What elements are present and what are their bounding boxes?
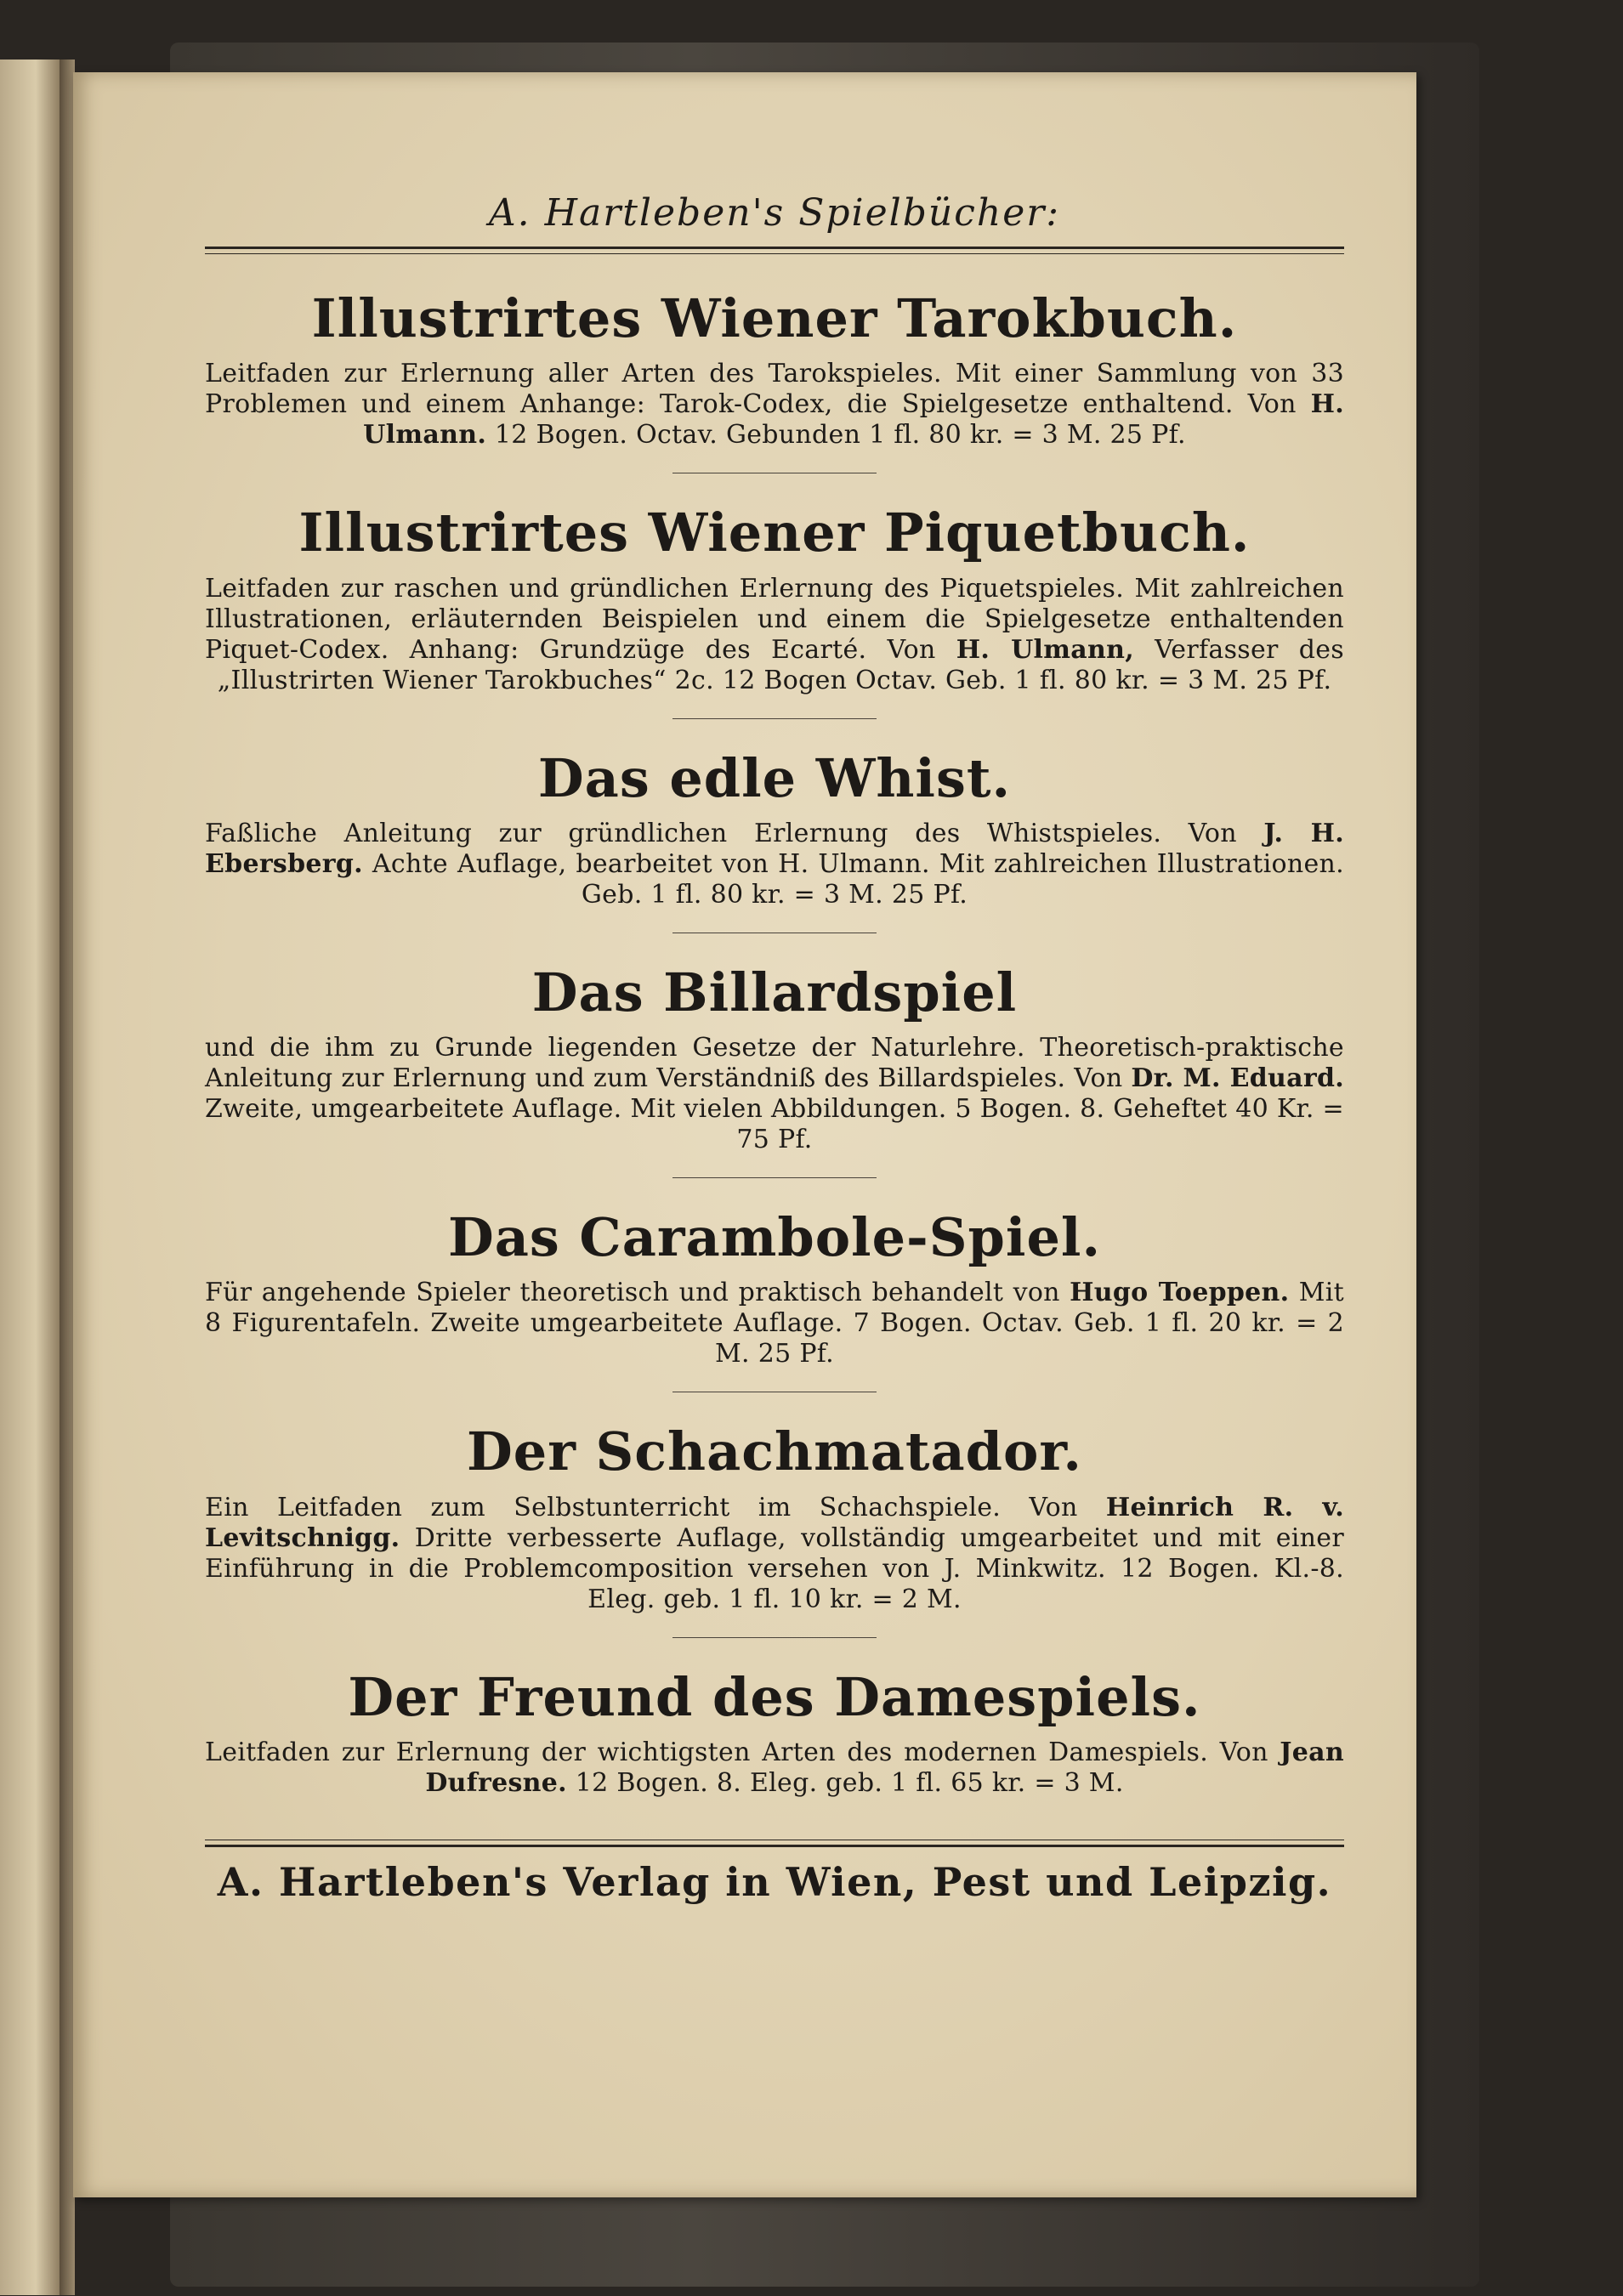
book-title: Das Carambole-Spiel.: [447, 1206, 1102, 1269]
book-author: Heinrich R. v. Levitschnigg.: [205, 1492, 1344, 1553]
header-rule: [205, 247, 1344, 254]
entry-separator: [672, 1177, 877, 1178]
book-entry-schach: [205, 1421, 1344, 1614]
book-entry-tarok: [205, 288, 1344, 451]
description-details: Achte Auflage, bearbeitet von H. Ulmann. Mit zahlreichen Illustrationen. Geb. 1 fl. 80 kr. = 3 M. 25 Pf.: [362, 848, 1344, 910]
book-title: Das Billardspiel: [531, 961, 1018, 1023]
book-entry-whist: [205, 748, 1344, 910]
book-description: [205, 1738, 1344, 1799]
description-details: Verfasser des „Illustrirten Wiener Tarokbuches“ 2c. 12 Bogen Octav. Geb. 1 fl. 80 kr. = 3 M. 25 Pf.: [217, 634, 1344, 695]
book-title: Das edle Whist.: [537, 746, 1012, 809]
book-description: [205, 574, 1344, 696]
description-details: 12 Bogen. Octav. Gebunden 1 fl. 80 kr. = 3 M. 25 Pf.: [486, 420, 1186, 451]
book-title: Der Freund des Damespiels.: [348, 1665, 1201, 1728]
description-details: Dritte verbesserte Auflage, vollständig umgearbeitet und mit einer Einführung in die Problemcomposition versehen von J. Minkwitz. 12 Bogen. Kl.-8. Eleg. geb. 1 fl. 10 kr. = 2 M.: [205, 1522, 1344, 1614]
book-entry-dame: [205, 1667, 1344, 1799]
book-description: [205, 359, 1344, 451]
description-text: Leitfaden zur raschen und gründlichen Erlernung des Piquetspieles. Mit zahlreichen Illustrationen, erläuternden Beispielen und einem die Spielgesetze enthaltenden Piquet-Codex. Anhang: Grundzüge des Ecarté. Von: [205, 573, 1344, 665]
page-header: A. Hartleben's Spielbücher:: [488, 191, 1061, 235]
left-page-edge: [0, 60, 60, 2295]
book-description: [205, 819, 1344, 910]
publisher-footer: A. Hartleben's Verlag in Wien, Pest und Leipzig.: [217, 1859, 1332, 1906]
book-title: Illustrirtes Wiener Piquetbuch.: [298, 502, 1251, 564]
description-details: 12 Bogen. 8. Eleg. geb. 1 fl. 65 kr. = 3 M.: [566, 1768, 1124, 1799]
entry-separator: [672, 718, 877, 719]
book-author: H. Ulmann,: [956, 634, 1134, 665]
page-content: [205, 191, 1344, 1905]
book-description: [205, 1278, 1344, 1369]
book-description: [205, 1033, 1344, 1155]
footer-rule: [205, 1840, 1344, 1847]
description-text: und die ihm zu Grunde liegenden Gesetze der Naturlehre. Theoretisch-praktische Anleitung zur Erlernung und zum Verständniß des Billardspieles. Von: [205, 1033, 1344, 1094]
description-text: Für angehende Spieler theoretisch und praktisch behandelt von: [205, 1278, 1070, 1308]
entry-separator: [672, 1637, 877, 1638]
book-author: Jean Dufresne.: [425, 1738, 1344, 1799]
book-author: H. Ulmann.: [363, 389, 1344, 451]
book-author: J. H. Ebersberg.: [205, 818, 1345, 879]
description-text: Ein Leitfaden zum Selbstunterricht im Schachspiele. Von: [205, 1492, 1106, 1522]
description-text: Faßliche Anleitung zur gründlichen Erlernung des Whistspieles. Von: [205, 818, 1264, 848]
book-title: Der Schachmatador.: [467, 1420, 1082, 1483]
description-details: Mit 8 Figurentafeln. Zweite umgearbeitete Auflage. 7 Bogen. Octav. Geb. 1 fl. 20 kr. = 2 M. 25 Pf.: [205, 1278, 1345, 1369]
description-text: Leitfaden zur Erlernung der wichtigsten Arten des modernen Damespiels. Von: [205, 1738, 1280, 1768]
book-page: [73, 72, 1416, 2197]
book-entry-piquet: [205, 502, 1344, 695]
book-description: [205, 1493, 1344, 1615]
book-entry-carambole: [205, 1207, 1344, 1369]
book-entry-billard: [205, 962, 1344, 1155]
description-text: Leitfaden zur Erlernung aller Arten des Tarokspieles. Mit einer Sammlung von 33 Problemen und einem Anhange: Tarok-Codex, die Spielgesetze enthaltend. Von: [205, 359, 1344, 420]
description-details: Zweite, umgearbeitete Auflage. Mit vielen Abbildungen. 5 Bogen. 8. Geheftet 40 Kr. = 75 Pf.: [205, 1094, 1344, 1155]
book-author: Dr. M. Eduard.: [1131, 1063, 1344, 1094]
book-author: Hugo Toeppen.: [1070, 1278, 1290, 1308]
book-title: Illustrirtes Wiener Tarokbuch.: [311, 287, 1238, 349]
